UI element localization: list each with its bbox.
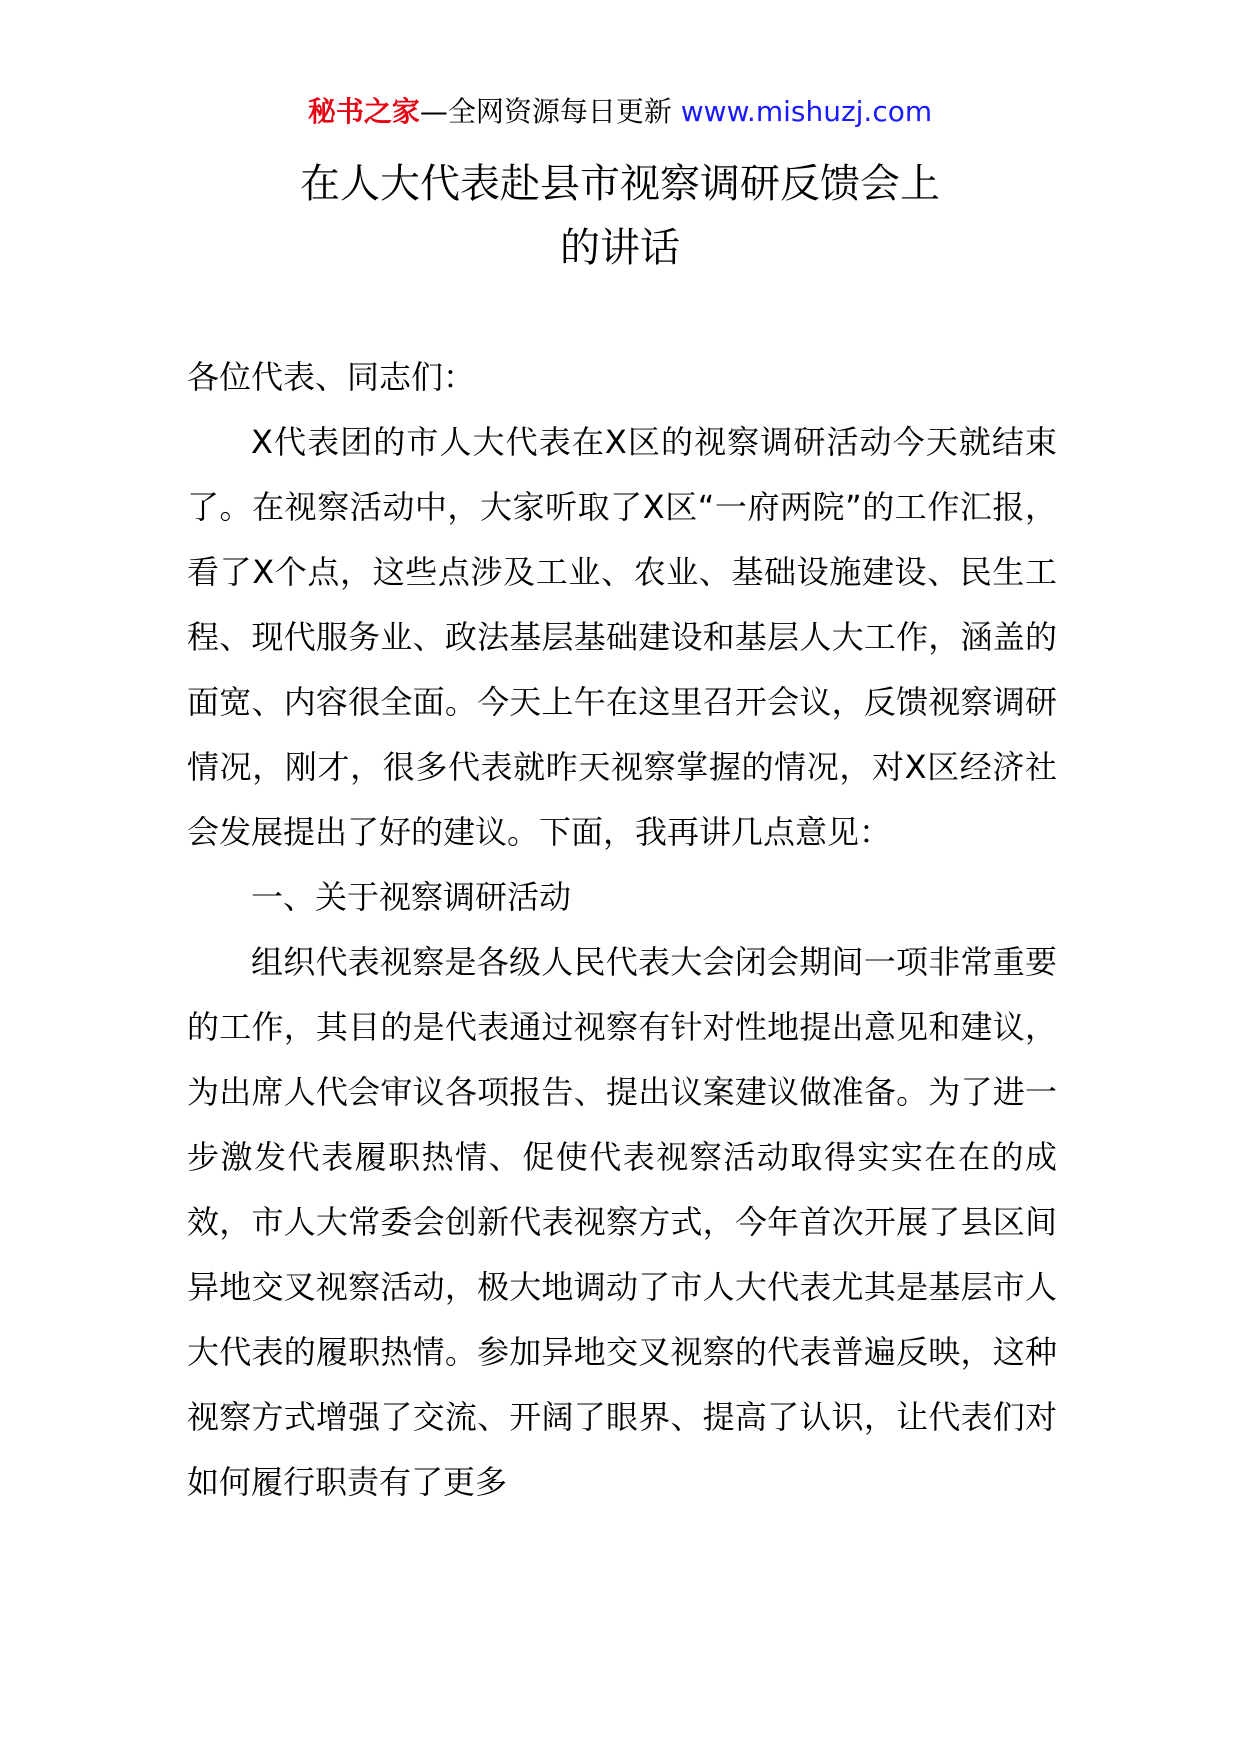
paragraph-intro: X代表团的市人大代表在X区的视察调研活动今天就结束了。在视察活动中，大家听取了X区“一府两院”的工作汇报，看了X个点，这些点涉及工业、农业、基础设施建设、民生工程、现代服务业、政法基层基础建设和基层人大工作，涵盖的面宽、内容很全面。今天上午在这里召开会议，反馈视察调研情况，刚才，很多代表就昨天视察掌握的情况，对X区经济社会发展提出了好的建议。下面，我再讲几点意见： xyxy=(187,423,1057,851)
paragraph-section-1: 组织代表视察是各级人民代表大会闭会期间一项非常重要的工作，其目的是代表通过视察有针对性地提出意见和建议，为出席人代会审议各项报告、提出议案建议做准备。为了进一步激发代表履职热情、促使代表视察活动取得实实在在的成效，市人大常委会创新代表视察方式，今年首次开展了县区间异地交叉视察活动，极大地调动了市人大代表尤其是基层市人大代表的履职热情。参加异地交叉视察的代表普遍反映，这种视察方式增强了交流、开阔了眼界、提高了认识，让代表们对如何履行职责有了更多 xyxy=(187,943,1057,1501)
watermark-header xyxy=(0,92,1240,132)
title-line-1: 在人大代表赴县市视察调研反馈会上 xyxy=(300,161,940,207)
document-body xyxy=(187,345,1057,1515)
title-line-2: 的讲话 xyxy=(560,225,680,271)
header-tagline: —全网资源每日更新 xyxy=(419,95,681,128)
document-title xyxy=(0,152,1240,280)
site-url-link[interactable]: www.mishuzj.com xyxy=(680,95,933,128)
section-heading-1: 一、关于视察调研活动 xyxy=(251,878,572,916)
salutation: 各位代表、同志们： xyxy=(187,358,476,396)
brand-name: 秘书之家 xyxy=(307,95,420,128)
